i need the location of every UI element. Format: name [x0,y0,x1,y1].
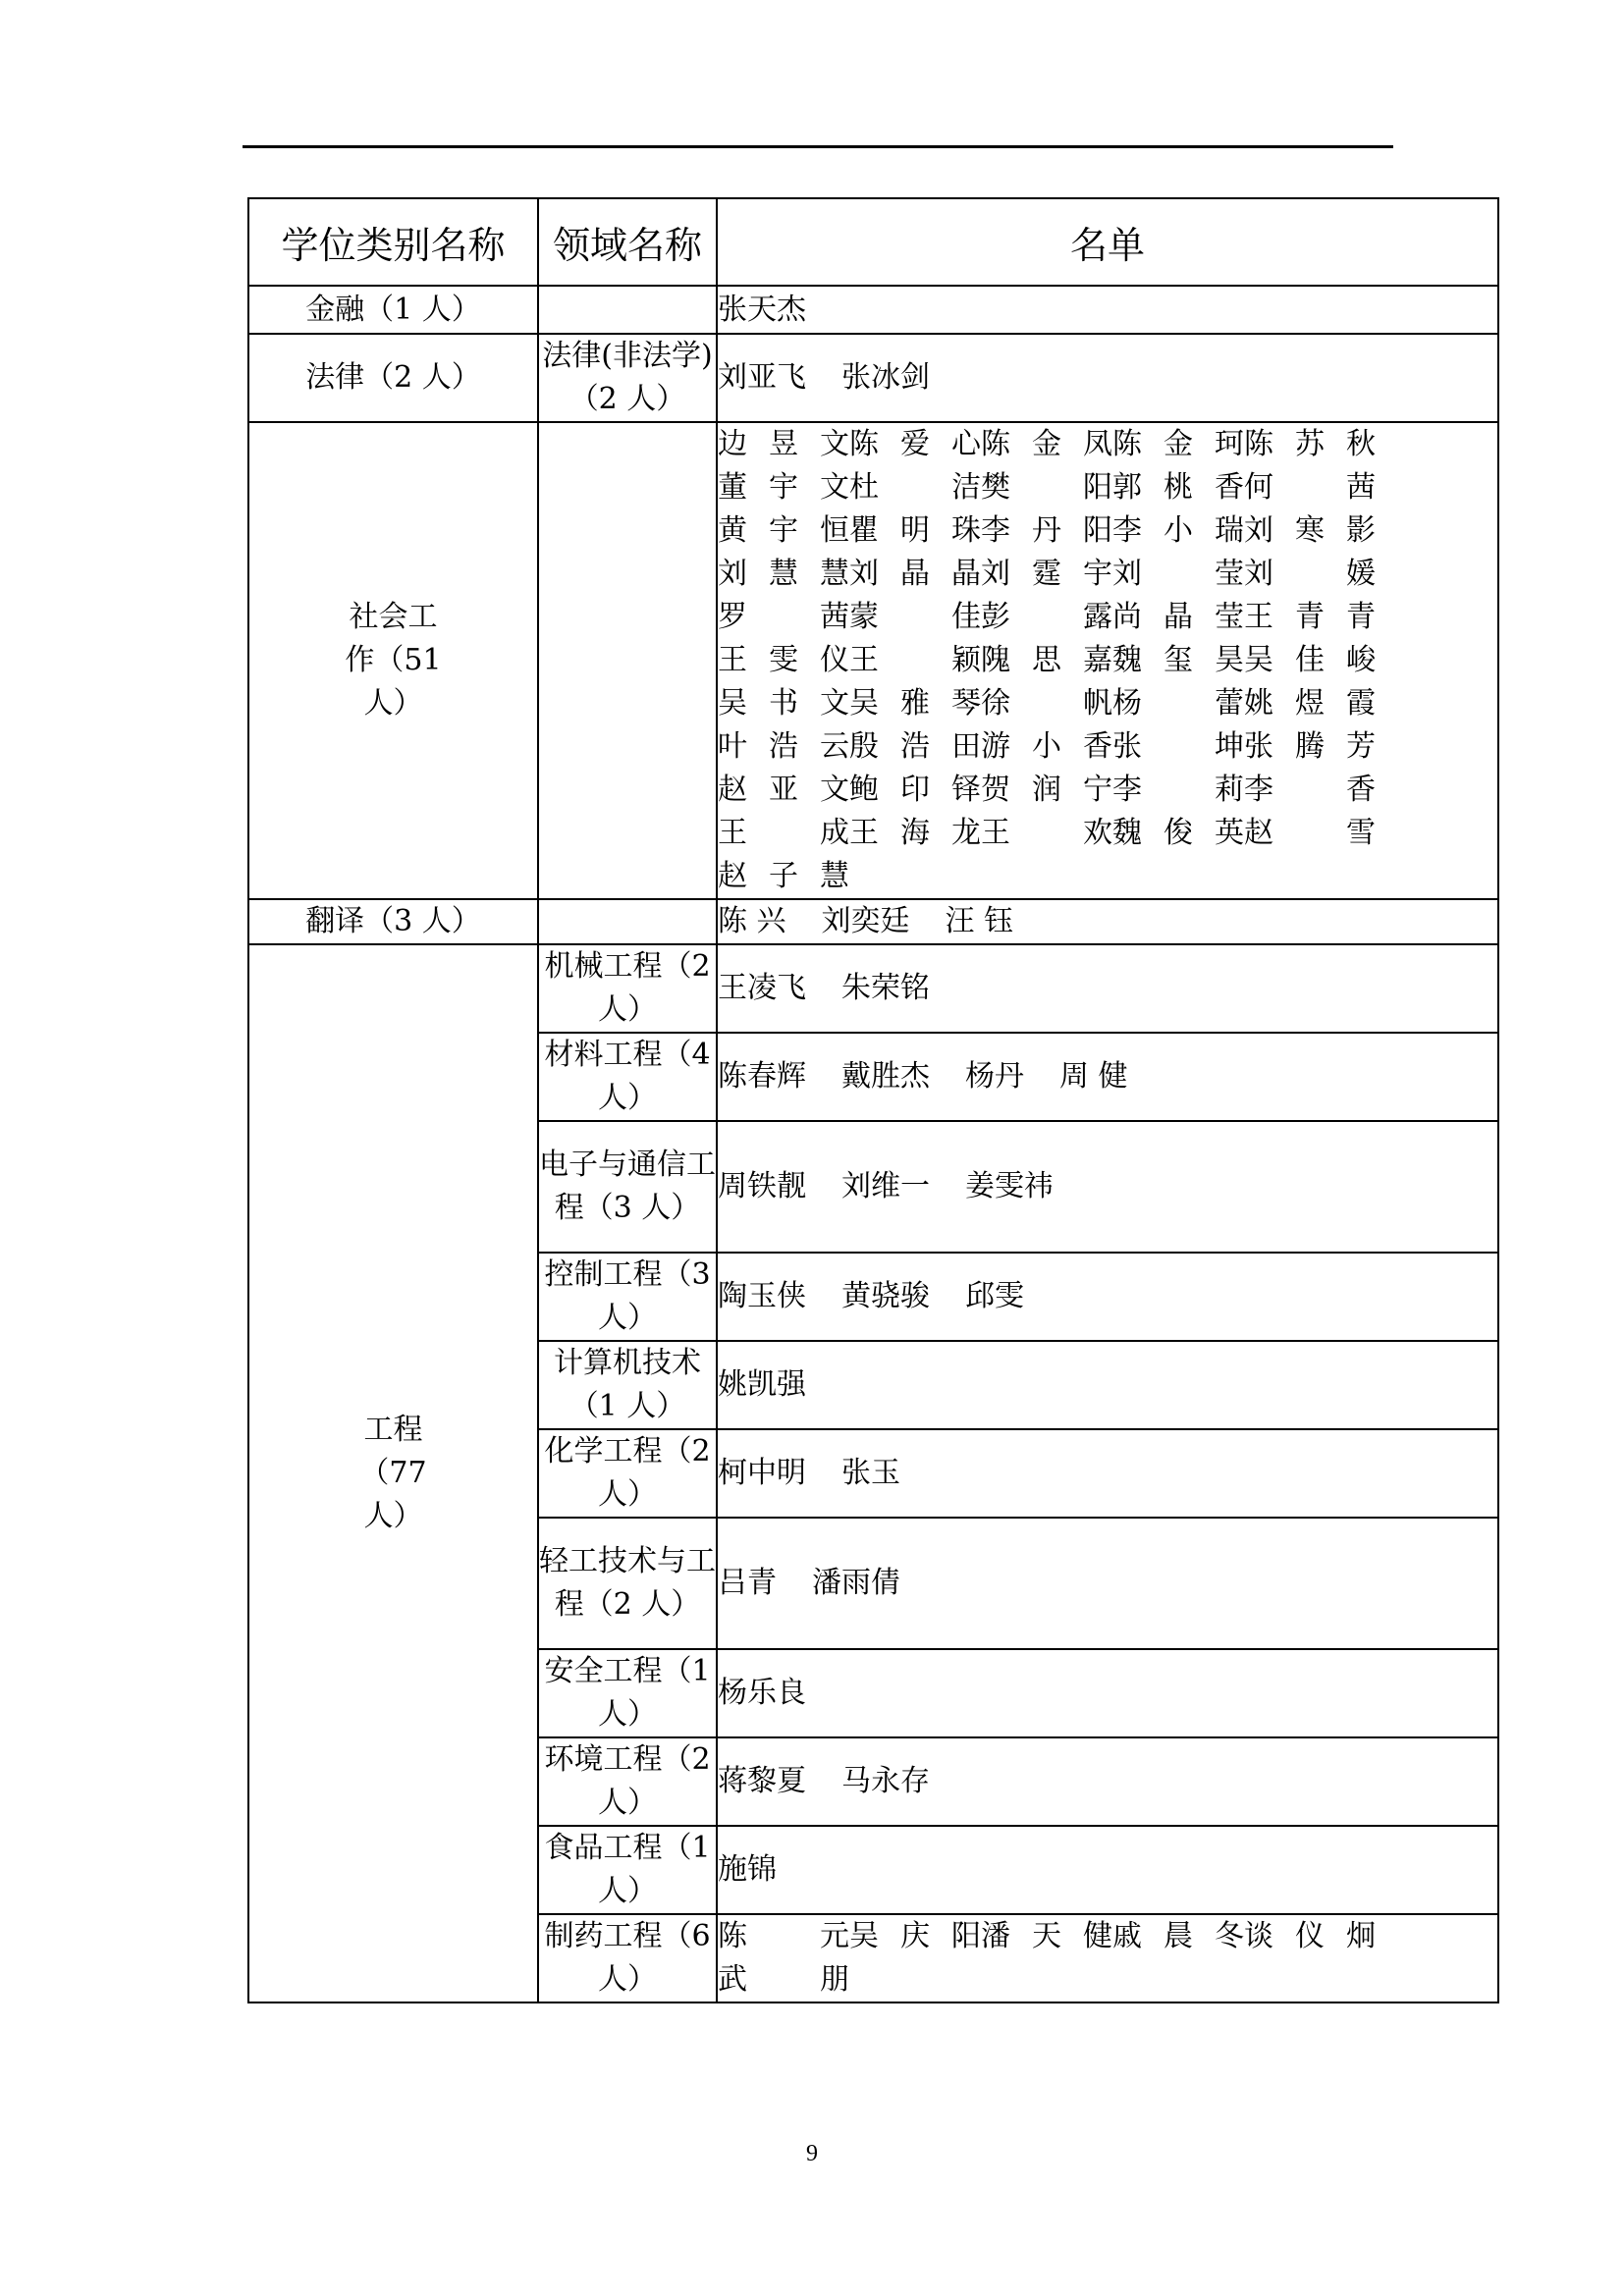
header-category: 学位类别名称 [248,198,538,286]
field-name: 计算机技术（1 人） [538,1341,717,1429]
person-name: 吕青 [718,1566,777,1600]
person-name: 黄宇恒 [718,513,849,548]
person-name: 黄骁骏 [841,1279,930,1313]
person-name: 董宇文 [718,470,849,505]
table-row [248,422,1498,899]
field-name [538,899,717,944]
degree-category: 金融（1 人） [248,286,538,334]
names-cell [717,422,1498,899]
person-name: 武 朋 [718,1962,849,1997]
person-name: 罗 茜 [718,600,849,634]
field-name: 轻工技术与工程（2 人） [538,1518,717,1649]
person-name: 魏俊英 [1112,816,1244,850]
person-name: 吴雅琴 [849,686,981,721]
person-name: 蒋黎夏 [718,1764,806,1798]
person-name: 张天杰 [718,292,806,327]
person-name: 姜雯祎 [965,1169,1054,1203]
page-number: 9 [806,2141,818,2166]
field-name: 机械工程（2 人） [538,944,717,1033]
person-name: 刘维一 [841,1169,930,1203]
person-name: 陈 元 [718,1919,849,1953]
field-name: 化学工程（2 人） [538,1429,717,1518]
person-name: 郭桃香 [1112,470,1244,505]
person-name: 赵 雪 [1244,816,1376,850]
table-row [248,334,1498,422]
person-name: 隗思嘉 [981,643,1112,677]
person-name: 朱荣铭 [841,971,930,1005]
person-name: 潘天健 [981,1919,1112,1953]
person-name: 马永存 [841,1764,930,1798]
person-name: 吴佳峻 [1244,643,1376,677]
person-name: 彭 露 [981,600,1112,634]
person-name: 张腾芳 [1244,729,1376,764]
person-name: 鲍印铎 [849,773,981,807]
degree-category: 工程（77 人） [248,944,538,2002]
names-list [718,1055,1497,1098]
names-cell [717,1826,1498,1914]
person-name: 张玉 [841,1456,900,1490]
names-list [718,1760,1497,1803]
names-cell [717,1033,1498,1121]
table-row [248,899,1498,944]
person-name: 赵亚文 [718,773,849,807]
names-cell [717,1518,1498,1649]
person-name: 戚晨冬 [1112,1919,1244,1953]
field-name: 电子与通信工程（3 人） [538,1121,717,1253]
person-name: 王青青 [1244,600,1376,634]
names-cell [717,334,1498,422]
person-name: 谈仪炯 [1244,1919,1376,1953]
field-name: 食品工程（1 人） [538,1826,717,1914]
field-name: 制药工程（6 人） [538,1914,717,2002]
header-names: 名单 [717,198,1498,286]
person-name: 刘 莹 [1112,557,1244,591]
person-name: 李丹阳 [981,513,1112,548]
person-name: 张冰剑 [841,360,930,395]
field-name: 环境工程（2 人） [538,1737,717,1826]
header-row [248,198,1498,286]
names-cell [717,1914,1498,2002]
person-name: 贺润宁 [981,773,1112,807]
person-name: 吴庆阳 [849,1919,981,1953]
person-name: 陈金凤 [981,427,1112,461]
names-list [718,1165,1497,1208]
degree-category: 社会工作（51 人） [248,422,538,899]
field-name [538,422,717,899]
person-name: 施锦 [718,1852,777,1887]
person-name: 王海龙 [849,816,981,850]
table-row [248,286,1498,334]
person-name: 王雯仪 [718,643,849,677]
names-list [718,1363,1497,1407]
person-name: 尚晶莹 [1112,600,1244,634]
person-name: 戴胜杰 [841,1059,930,1094]
person-name: 王 欢 [981,816,1112,850]
person-name: 汪 钰 [945,904,1014,938]
person-name: 刘晶晶 [849,557,981,591]
person-name: 刘霆宇 [981,557,1112,591]
names-list [718,967,1497,1010]
person-name: 姚煜霞 [1244,686,1376,721]
graduate-list-table [247,197,1499,2003]
person-name: 刘寒影 [1244,513,1376,548]
field-name: 法律(非法学)（2 人） [538,334,717,422]
person-name: 王 颖 [849,643,981,677]
names-cell [717,1253,1498,1341]
person-name: 何 茜 [1244,470,1376,505]
person-name: 李 香 [1244,773,1376,807]
person-name: 邱雯 [965,1279,1024,1313]
person-name: 刘亚飞 [718,360,806,395]
table-body [248,286,1498,2002]
person-name: 刘慧慧 [718,557,849,591]
person-name: 刘奕廷 [821,904,910,938]
person-name: 柯中明 [718,1456,806,1490]
person-name: 陈春辉 [718,1059,806,1094]
names-cell [717,944,1498,1033]
names-cell [717,286,1498,334]
person-name: 潘雨倩 [812,1566,900,1600]
person-name: 陈苏秋 [1244,427,1376,461]
field-name: 控制工程（3 人） [538,1253,717,1341]
person-name: 杜 洁 [849,470,981,505]
person-name: 周铁靓 [718,1169,806,1203]
person-name: 刘 媛 [1244,557,1376,591]
person-name: 边昱文 [718,427,849,461]
field-name: 材料工程（4 人） [538,1033,717,1121]
names-list [718,900,1497,943]
person-name: 杨乐良 [718,1676,806,1710]
person-name: 王凌飞 [718,971,806,1005]
person-name: 李小瑞 [1112,513,1244,548]
person-name: 殷浩田 [849,729,981,764]
person-name: 陈爱心 [849,427,981,461]
names-list [718,1275,1497,1318]
names-list [718,1452,1497,1495]
person-name: 叶浩云 [718,729,849,764]
person-name: 蒙 佳 [849,600,981,634]
field-name [538,286,717,334]
person-name: 李 莉 [1112,773,1244,807]
names-cell [717,899,1498,944]
names-list [718,1915,1497,2002]
person-name: 陈金珂 [1112,427,1244,461]
names-list [718,1672,1497,1715]
names-cell [717,1649,1498,1737]
person-name: 瞿明珠 [849,513,981,548]
names-list [718,289,1497,332]
person-name: 徐 帆 [981,686,1112,721]
person-name: 杨丹 [965,1059,1024,1094]
person-name: 陈 兴 [718,904,786,938]
names-list [718,1562,1497,1605]
person-name: 魏玺昊 [1112,643,1244,677]
names-cell [717,1341,1498,1429]
person-name: 游小香 [981,729,1112,764]
names-list [718,1848,1497,1892]
degree-category: 法律（2 人） [248,334,538,422]
header-rule [243,145,1393,148]
person-name: 杨 蕾 [1112,686,1244,721]
person-name: 樊 阳 [981,470,1112,505]
header-field: 领域名称 [538,198,717,286]
person-name: 吴书文 [718,686,849,721]
person-name: 姚凯强 [718,1367,806,1402]
names-cell [717,1429,1498,1518]
table-row [248,944,1498,1033]
person-name: 赵子慧 [718,859,849,893]
person-name: 张 坤 [1112,729,1244,764]
person-name: 周 健 [1059,1059,1128,1094]
names-list [718,356,1497,400]
names-cell [717,1121,1498,1253]
person-name: 王 成 [718,816,849,850]
names-list [718,423,1497,898]
degree-category: 翻译（3 人） [248,899,538,944]
person-name: 陶玉侠 [718,1279,806,1313]
field-name: 安全工程（1 人） [538,1649,717,1737]
names-cell [717,1737,1498,1826]
